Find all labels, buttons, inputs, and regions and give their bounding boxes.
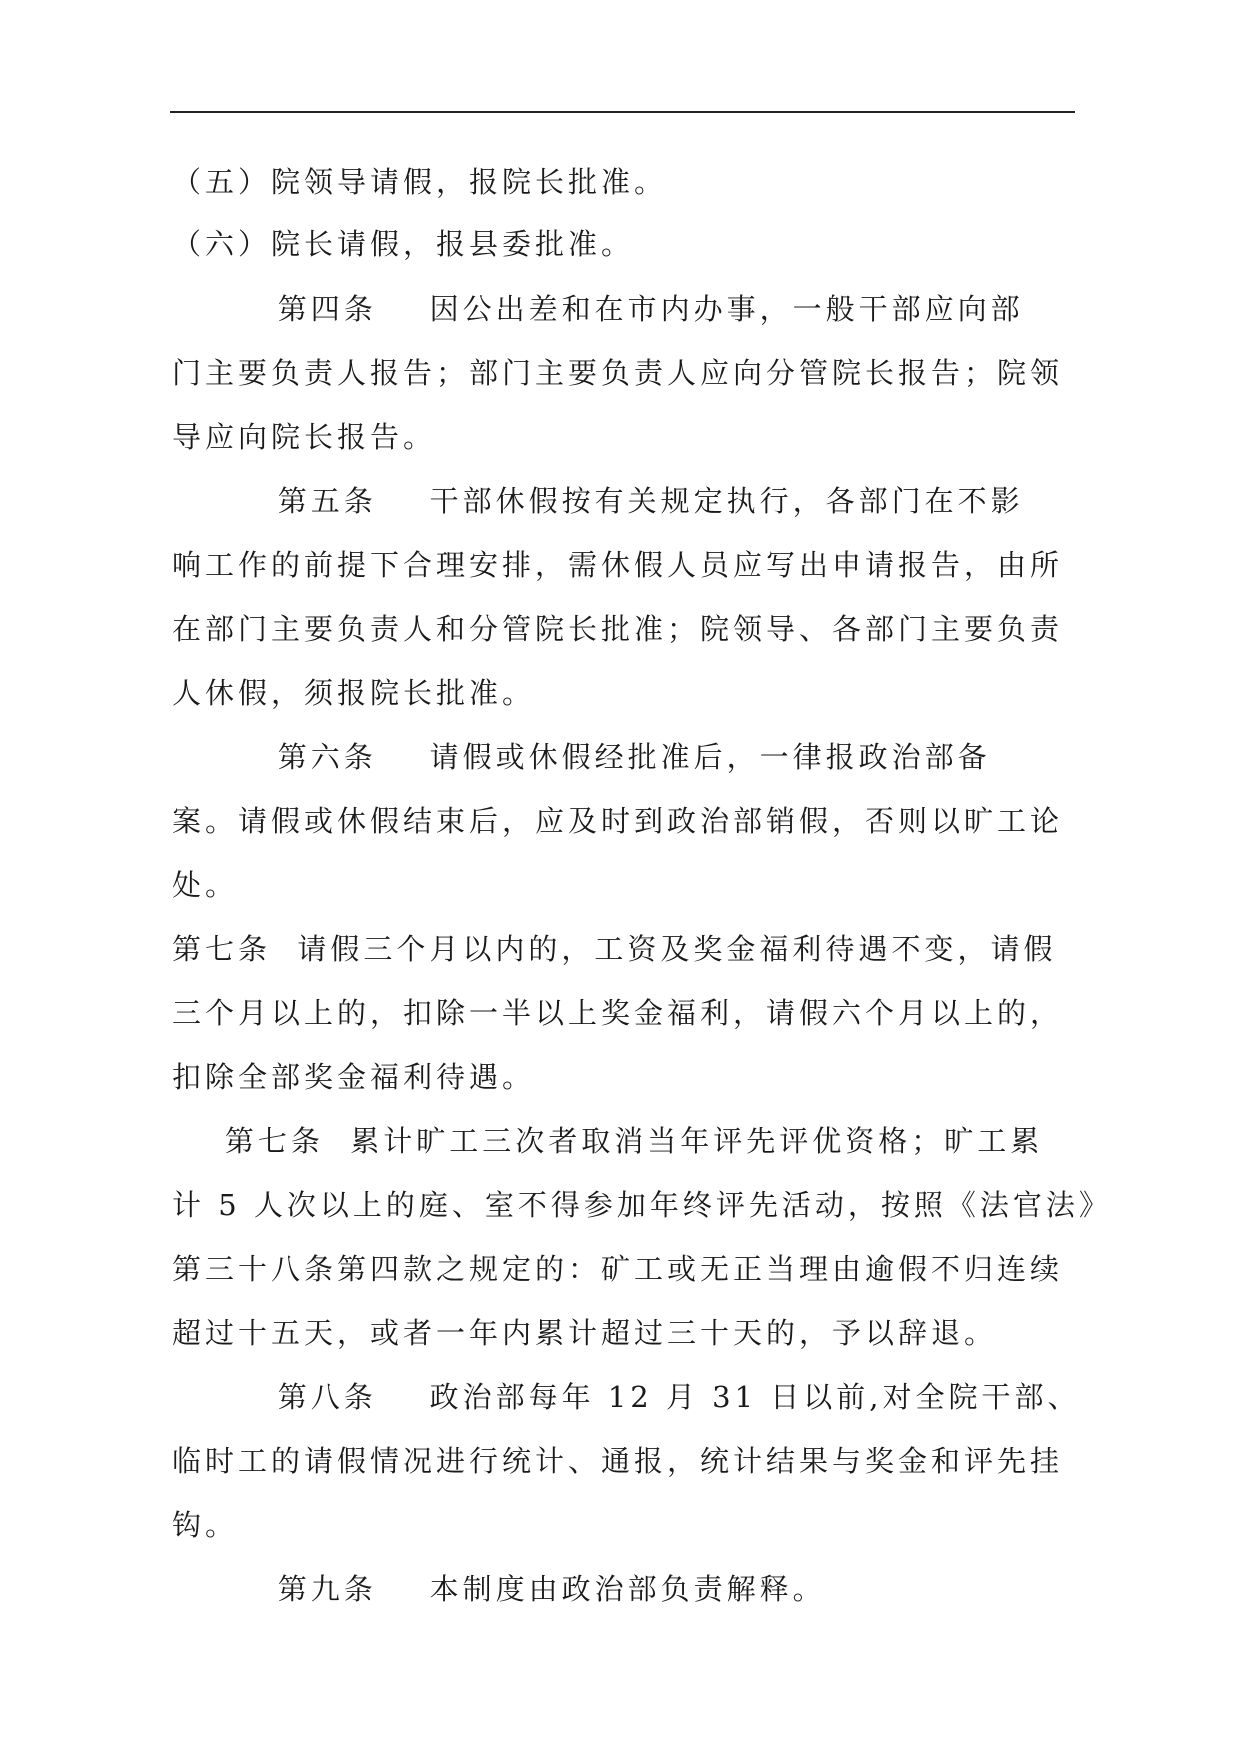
text-line: 临时工的请假情况进行统计、通报，统计结果与奖金和评先挂 bbox=[172, 1444, 1064, 1478]
text-line: 第八条 政治部每年 12 月 31 日以前,对全院干部、 bbox=[172, 1380, 1081, 1414]
text-line: 在部门主要负责人和分管院长批准；院领导、各部门主要负责 bbox=[172, 612, 1064, 646]
text-line: 第四条 因公出差和在市内办事，一般干部应向部 bbox=[172, 292, 1024, 326]
header-rule bbox=[170, 111, 1075, 113]
text-line: 第九条 本制度由政治部负责解释。 bbox=[172, 1572, 826, 1606]
text-line: 三个月以上的，扣除一半以上奖金福利，请假六个月以上的， bbox=[172, 996, 1064, 1030]
text-line: 第五条 干部休假按有关规定执行，各部门在不影 bbox=[172, 484, 1024, 518]
text-line: 钩。 bbox=[172, 1508, 239, 1542]
text-line: 门主要负责人报告；部门主要负责人应向分管院长报告；院领 bbox=[172, 356, 1064, 390]
text-line: 超过十五天，或者一年内累计超过三十天的，予以辞退。 bbox=[172, 1316, 998, 1350]
text-line: 计 5 人次以上的庭、室不得参加年终评先活动，按照《法官法》 bbox=[172, 1188, 1112, 1222]
text-line: 案。请假或休假结束后，应及时到政治部销假，否则以旷工论 bbox=[172, 804, 1064, 838]
text-line: 响工作的前提下合理安排，需休假人员应写出申请报告，由所 bbox=[172, 548, 1064, 582]
text-line: 第七条 请假三个月以内的，工资及奖金福利待遇不变，请假 bbox=[172, 932, 1057, 966]
text-line: 第七条 累计旷工三次者取消当年评先评优资格；旷工累 bbox=[172, 1124, 1044, 1158]
text-line: 人休假，须报院长批准。 bbox=[172, 676, 536, 710]
text-line: 第三十八条第四款之规定的：矿工或无正当理由逾假不归连续 bbox=[172, 1252, 1064, 1286]
text-line: 扣除全部奖金福利待遇。 bbox=[172, 1060, 536, 1094]
text-line: 导应向院长报告。 bbox=[172, 420, 437, 454]
text-line: （五）院领导请假，报院长批准。 bbox=[172, 165, 668, 199]
text-line: 处。 bbox=[172, 868, 239, 902]
text-line: （六）院长请假，报县委批准。 bbox=[172, 227, 635, 261]
text-line: 第六条 请假或休假经批准后，一律报政治部备 bbox=[172, 740, 991, 774]
